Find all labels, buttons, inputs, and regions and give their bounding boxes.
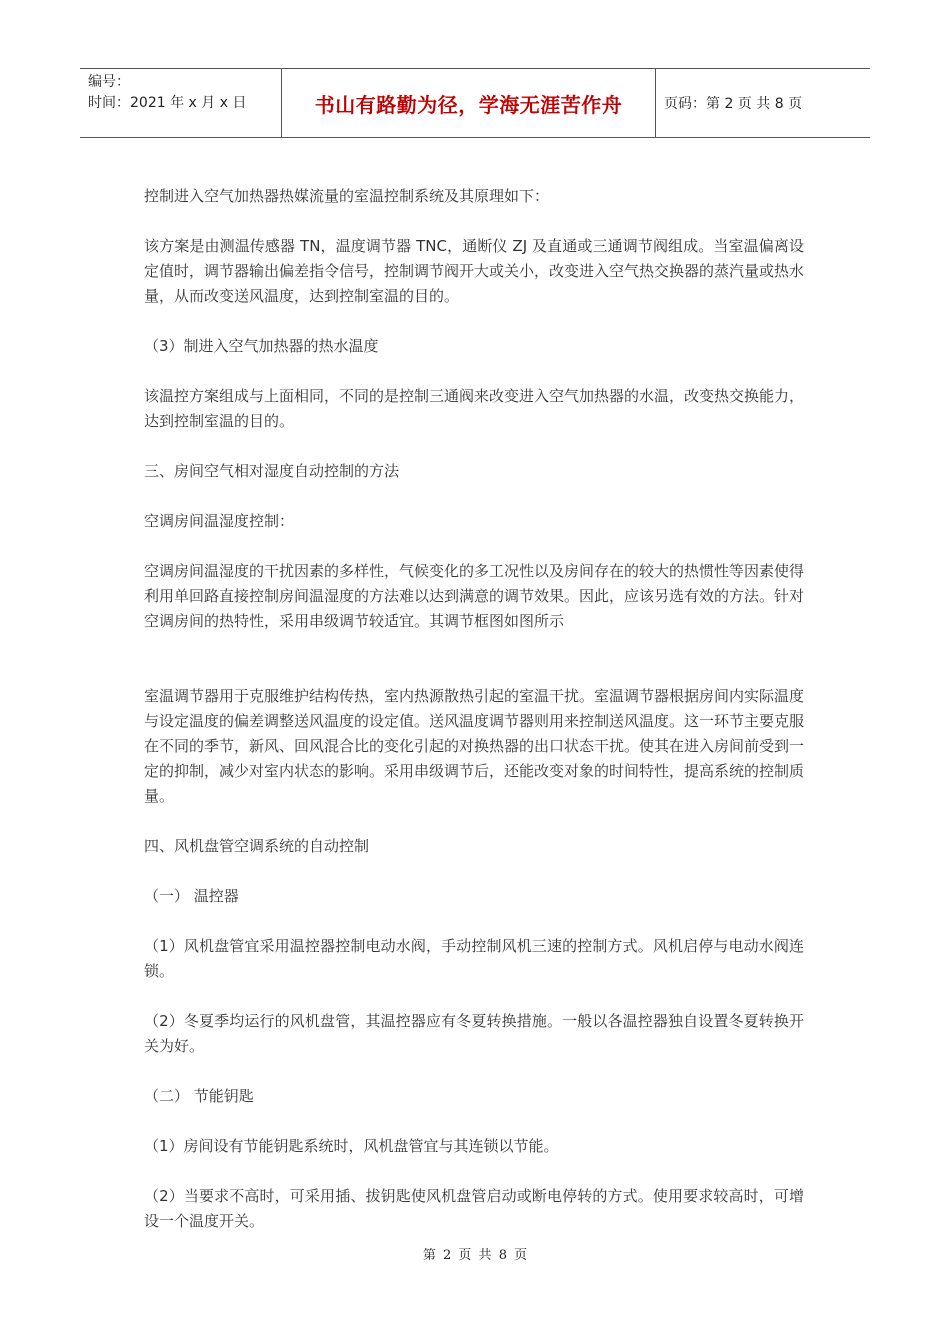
header-motto-cell: [282, 69, 656, 137]
paragraph-scheme-description: 该方案是由测温传感器 TN，温度调节器 TNC，通断仪 ZJ 及直通或三通调节阀组成。当室温偏离设定值时，调节器输出偏差指令信号，控制调节阀开大或关小，改变进入空气热交换器的蒸汽量或热水量，从而改变送风温度，达到控制室温的目的。: [144, 237, 805, 305]
document-body: [144, 184, 804, 1259]
header-motto: 书山有路勤为径，学海无涯苦作舟: [314, 92, 623, 117]
subheading-temp-humidity-control: 空调房间温湿度控制：: [144, 512, 295, 530]
subheading-energy-key: （二） 节能钥匙: [144, 1087, 254, 1105]
document-number-label: 编号：: [88, 74, 130, 90]
header-page-cell: [656, 69, 870, 137]
paragraph-energy-key-item-2: （2）当要求不高时，可采用插、拔钥匙使风机盘管启动或断电停转的方式。使用要求较高时，可增设一个温度开关。: [144, 1187, 804, 1230]
header-page-info: 页码：第 2 页 共 8 页: [664, 96, 803, 112]
page-footer: [0, 1244, 950, 1263]
paragraph-thermostat-item-2: （2）冬夏季均运行的风机盘管，其温控器应有冬夏转换措施。一般以各温控器独自设置冬夏转换开关为好。: [144, 1012, 804, 1055]
page-header: [80, 68, 870, 138]
paragraph-room-temp-regulator: 室温调节器用于克服维护结构传热，室内热源散热引起的室温干扰。室温调节器根据房间内实际温度与设定温度的偏差调整送风温度的设定值。送风温度调节器则用来控制送风温度。这一环节主要克服在不同的季节，新风、回风混合比的变化引起的对换热器的出口状态干扰。使其在进入房间前受到一定的抑制，减少对室内状态的影响。采用串级调节后，还能改变对象的时间特性，提高系统的控制质量。: [144, 687, 805, 805]
paragraph-energy-key-item-1: （1）房间设有节能钥匙系统时，风机盘管宜与其连锁以节能。: [144, 1137, 559, 1155]
subheading-hot-water-temperature: （3）制进入空气加热器的热水温度: [144, 337, 379, 355]
footer-page-number: 第 2 页 共 8 页: [422, 1248, 528, 1263]
document-date: 时间：2021 年 x 月 x 日: [88, 95, 247, 111]
paragraph-intro: 控制进入空气加热器热媒流量的室温控制系统及其原理如下：: [144, 187, 550, 205]
section-heading-fan-coil: 四、风机盘管空调系统的自动控制: [144, 837, 370, 855]
paragraph-cascade-control: 空调房间温湿度的干扰因素的多样性，气候变化的多工况性以及房间存在的较大的热惯性等因素使得利用单回路直接控制房间温湿度的方法难以达到满意的调节效果。因此，应该另选有效的方法。针对空调房间的热特性，采用串级调节较适宜。其调节框图如图所示: [144, 562, 805, 630]
header-meta-cell: [80, 69, 282, 137]
paragraph-three-way-valve: 该温控方案组成与上面相同，不同的是控制三通阀来改变进入空气加热器的水温，改变热交换能力，达到控制室温的目的。: [144, 387, 805, 430]
subheading-thermostat: （一） 温控器: [144, 887, 239, 905]
section-heading-humidity-control: 三、房间空气相对湿度自动控制的方法: [144, 462, 400, 480]
paragraph-thermostat-item-1: （1）风机盘管宜采用温控器控制电动水阀，手动控制风机三速的控制方式。风机启停与电动水阀连锁。: [144, 937, 804, 980]
